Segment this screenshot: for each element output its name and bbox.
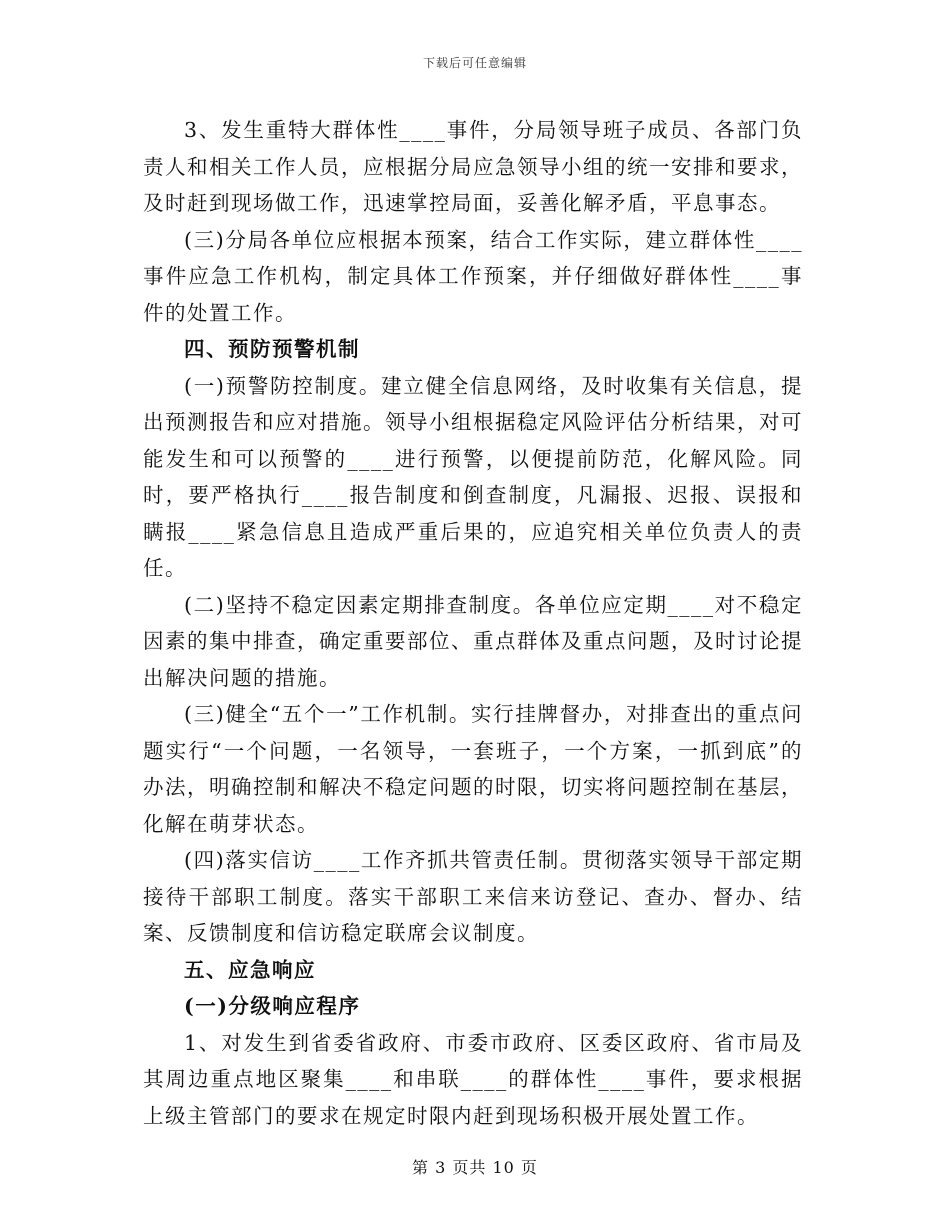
page-header: 下载后可任意编辑 — [422, 56, 527, 70]
subsection-heading: (一)分级响应程序 — [184, 994, 361, 1018]
section-heading: 四、预防预警机制 — [184, 337, 360, 361]
paragraph: (三)分局各单位应根据本预案，结合工作实际，建立群体性____事件应急工作机构，制定具体工作预案，并仔细做好群体性____事件的处置工作。 — [143, 227, 803, 325]
document-body — [143, 112, 803, 1134]
page-footer: 第 3 页共 10 页 — [412, 1158, 538, 1177]
paragraph: (三)健全“五个一”工作机制。实行挂牌督办，对排查出的重点问题实行“一个问题，一名领导，一套班子，一个方案，一抓到底”的办法，明确控制和解决不稳定问题的时限，切实将问题控制在基层，化解在萌芽状态。 — [143, 702, 803, 836]
paragraph: 1、对发生到省委省政府、市委市政府、区委区政府、省市局及其周边重点地区聚集____和串联____的群体性____事件，要求根据上级主管部门的要求在规定时限内赶到现场积极开展处置工作。 — [143, 1030, 803, 1128]
paragraph: 3、发生重特大群体性____事件，分局领导班子成员、各部门负责人和相关工作人员，应根据分局应急领导小组的统一安排和要求，及时赶到现场做工作，迅速掌控局面，妥善化解矛盾，平息事态。 — [143, 118, 803, 215]
paragraph: (一)预警防控制度。建立健全信息网络，及时收集有关信息，提出预测报告和应对措施。领导小组根据稳定风险评估分析结果，对可能发生和可以预警的____进行预警，以便提前防范，化解风险。同时，要严格执行____报告制度和倒查制度，凡漏报、迟报、误报和瞒报____紧急信息且造成严重后果的，应追究相关单位负责人的责任。 — [143, 373, 803, 580]
paragraph: (四)落实信访____工作齐抓共管责任制。贯彻落实领导干部定期接待干部职工制度。落实干部职工来信来访登记、查办、督办、结案、反馈制度和信访稳定联席会议制度。 — [143, 848, 803, 945]
paragraph: (二)坚持不稳定因素定期排查制度。各单位应定期____对不稳定因素的集中排查，确定重要部位、重点群体及重点问题，及时讨论提出解决问题的措施。 — [143, 592, 803, 690]
section-heading: 五、应急响应 — [184, 957, 316, 982]
